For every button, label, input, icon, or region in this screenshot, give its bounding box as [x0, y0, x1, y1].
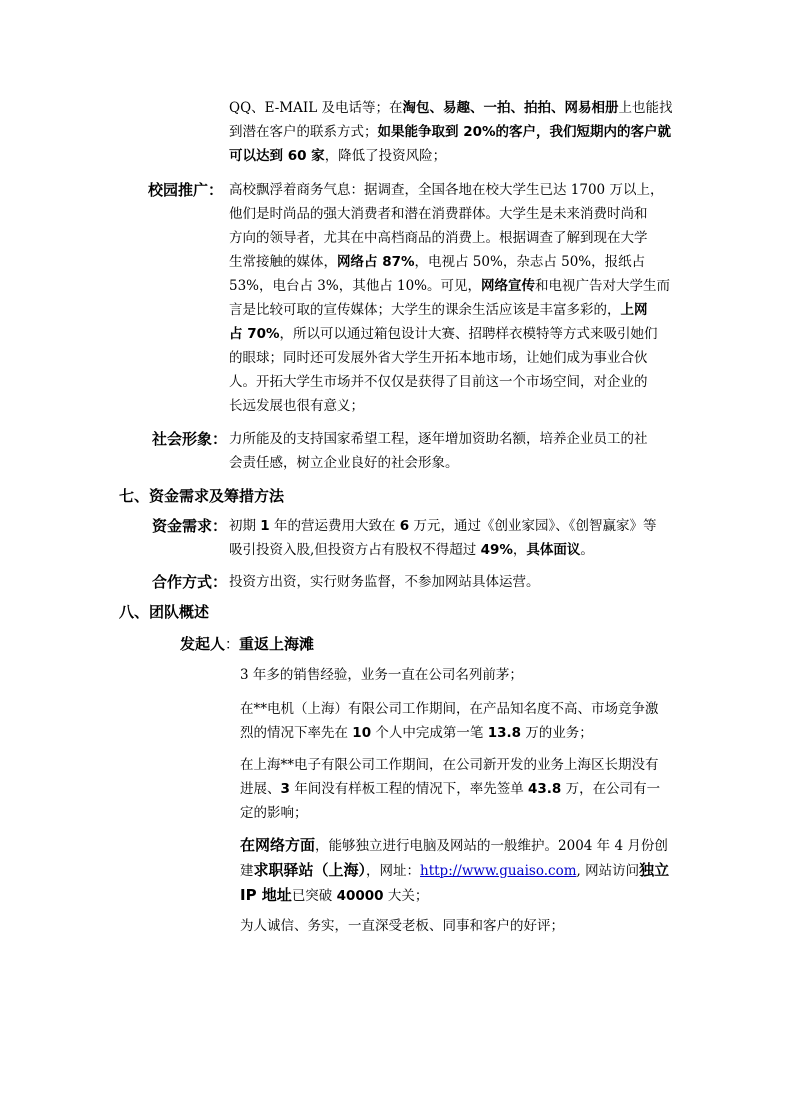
text: 到潜在客户的联系方式；	[229, 124, 378, 140]
fund-paragraph	[229, 514, 657, 562]
team-line	[240, 883, 669, 908]
emphasis: 如果能争取到 20%的客户，我们短期内的客户就	[377, 124, 672, 140]
team-line	[240, 833, 669, 858]
campus-line: 他们是时尚品的强大消费者和潜在消费群体。大学生是未来消费时尚和	[229, 206, 648, 222]
emphasis: 上网	[620, 302, 648, 318]
emphasis: IP 地址	[240, 886, 292, 904]
text: ，电视占 50%，杂志占 50%，报纸占	[414, 254, 646, 270]
intro-line-1	[229, 96, 672, 120]
section-8-heading: 八、团队概述	[119, 603, 210, 621]
campus-paragraph	[229, 178, 670, 418]
social-paragraph	[229, 427, 648, 475]
emphasis: 网络宣传	[481, 278, 536, 294]
text: 。	[580, 542, 594, 558]
emphasis: 具体面议	[526, 542, 581, 558]
team-paragraph: 为人诚信、务实，一直深受老板、同事和客户的好评；	[240, 918, 564, 934]
campus-line: 方向的领导者，尤其在中高档商品的消费上。根据调查了解到现在大学	[229, 230, 648, 246]
emphasis: 求职驿站（上海）	[253, 861, 367, 879]
emphasis: 3	[280, 781, 290, 797]
text: 万，在公司有一	[561, 781, 661, 797]
text: 吸引投资入股,但投资方占有股权不得超过	[229, 542, 481, 558]
text: ，降低了投资风险；	[324, 148, 447, 164]
team-paragraph: 3 年多的销售经验，业务一直在公司名列前茅；	[240, 667, 523, 683]
campus-line	[229, 250, 670, 274]
intro-line-3	[229, 144, 672, 168]
website-link[interactable]: http://www.guaiso.com	[420, 863, 577, 879]
text: 生常接触的媒体，	[229, 254, 337, 270]
text: 年间没有样板工程的情况下，率先签单	[289, 781, 528, 797]
text: ，能够独立进行电脑及网站的一般维护。2004 年 4 月份创	[315, 838, 668, 854]
campus-line: 长远发展也很有意义；	[229, 398, 364, 414]
team-line: 定的影响；	[240, 805, 308, 821]
coop-label: 合作方式：	[152, 573, 228, 591]
intro-paragraph	[229, 96, 672, 168]
team-line: 在**电机（上海）有限公司工作期间，在产品知名度不高、市场竞争激	[240, 701, 659, 717]
text: 言是比较可取的宣传媒体；大学生的课余生活应该是丰富多彩的，	[229, 302, 621, 318]
text: 年的营运费用大致在	[269, 518, 400, 534]
fund-label: 资金需求：	[152, 517, 228, 535]
emphasis: 在网络方面	[240, 836, 316, 854]
text: 万元，通过《创业家园》、《创智赢家》等	[409, 518, 657, 534]
text: 上也能找	[618, 100, 673, 116]
campus-line: 人。开拓大学生市场并不仅仅是获得了目前这一个市场空间，对企业的	[229, 374, 648, 390]
fund-line-2	[229, 538, 657, 562]
campus-line: 高校飘浮着商务气息：据调查，全国各地在校大学生已达 1700 万以上，	[229, 182, 664, 198]
text: 个人中完成第一笔	[371, 725, 488, 741]
founder-line	[180, 632, 314, 657]
text: 已突破	[291, 888, 337, 904]
emphasis: 网络占 87%	[337, 254, 415, 270]
team-line	[240, 858, 669, 883]
campus-line	[229, 274, 670, 298]
emphasis: 独立	[639, 861, 670, 879]
text: 初期	[229, 518, 261, 534]
campus-line	[229, 322, 670, 346]
campus-line	[229, 298, 670, 322]
team-paragraph	[240, 833, 669, 908]
text: 烈的情况下率先在	[240, 725, 353, 741]
social-line: 力所能及的支持国家希望工程，逐年增加资助名额，培养企业员工的社	[229, 431, 648, 447]
team-line	[240, 721, 659, 745]
text: ，	[512, 542, 527, 558]
team-line	[240, 777, 660, 801]
coop-text: 投资方出资，实行财务监督，不参加网站具体运营。	[229, 574, 540, 590]
emphasis: 6	[399, 518, 410, 534]
campus-line: 的眼球；同时还可发展外省大学生开拓本地市场，让她们成为事业合伙	[229, 350, 648, 366]
text: ，网址：	[366, 863, 421, 879]
text: 大关；	[383, 888, 429, 904]
section-7-heading: 七、资金需求及筹措方法	[119, 487, 285, 505]
text: , 网站访问	[576, 863, 640, 879]
text: 进展、	[240, 781, 281, 797]
team-line: 在上海**电子有限公司工作期间，在公司新开发的业务上海区长期没有	[240, 757, 659, 773]
campus-label: 校园推广：	[148, 181, 224, 199]
social-line: 会责任感，树立企业良好的社会形象。	[229, 455, 459, 471]
text: 万的业务；	[521, 725, 593, 741]
social-label: 社会形象：	[152, 430, 228, 448]
text: ，所以可以通过箱包设计大赛、招聘样衣模特等方式来吸引她们	[279, 326, 658, 342]
emphasis: 13.8	[487, 725, 521, 741]
text: 53%，电台占 3%，其他占 10%。可见，	[229, 278, 482, 294]
emphasis: 10	[352, 725, 372, 741]
emphasis: 43.8	[528, 781, 562, 797]
emphasis: 1	[260, 518, 270, 534]
team-paragraph	[240, 697, 659, 745]
emphasis: 可以达到 60 家	[229, 148, 325, 164]
founder-separator: ：	[225, 637, 240, 653]
emphasis: 40000	[336, 888, 384, 904]
intro-line-2	[229, 120, 672, 144]
founder-label: 发起人	[180, 635, 226, 653]
text: 建	[240, 863, 254, 879]
text: QQ、E-MAIL 及电话等；在	[229, 100, 403, 116]
founder-name: 重返上海滩	[239, 635, 315, 653]
text: 和电视广告对大学生而	[535, 278, 671, 294]
fund-line-1	[229, 514, 657, 538]
emphasis: 淘包、易趣、一拍、拍拍、网易相册	[402, 100, 619, 116]
emphasis: 49%	[480, 542, 513, 558]
emphasis: 占 70%	[229, 326, 280, 342]
team-paragraph	[240, 753, 660, 825]
